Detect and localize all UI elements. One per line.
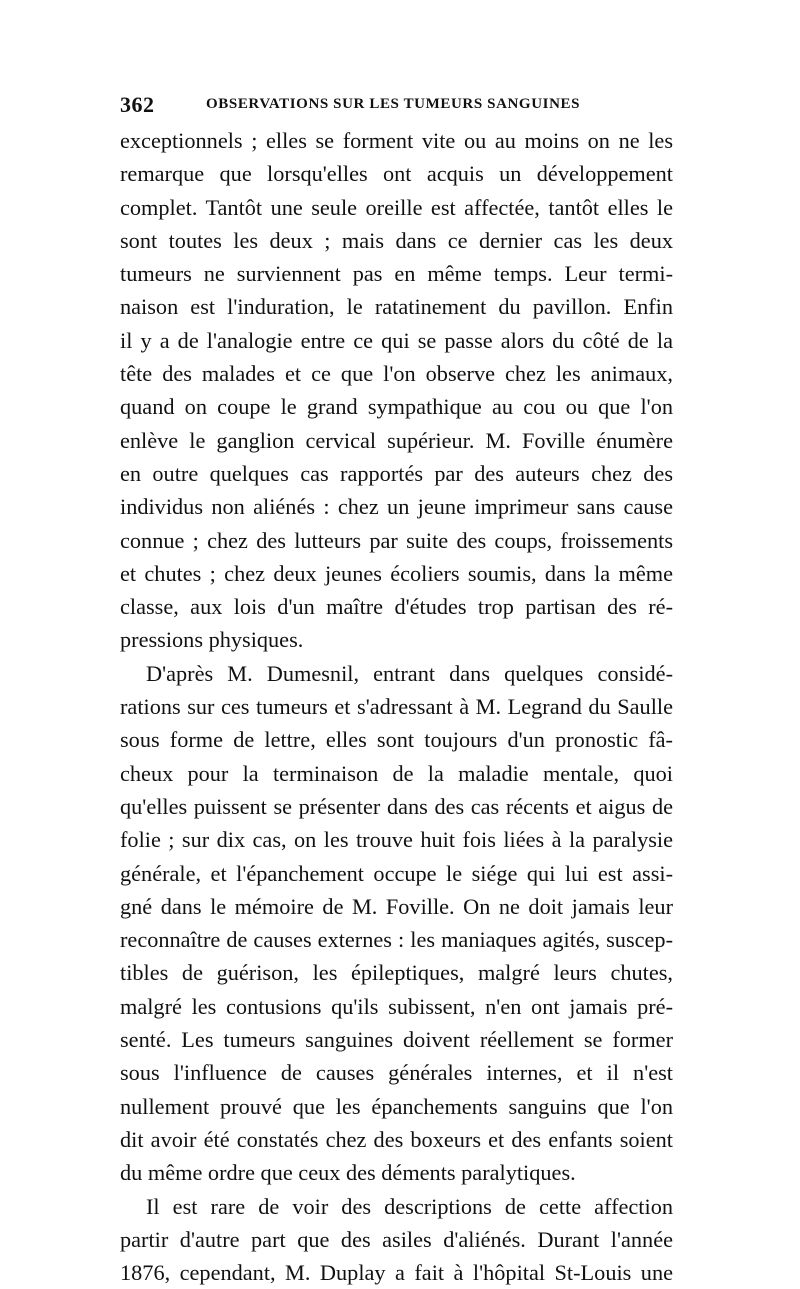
paragraph-start-line: Il est rare de voir des descriptions de cette affection bbox=[146, 1193, 673, 1219]
paragraph-end-line: pressions physiques. bbox=[120, 627, 304, 653]
text-line: remarque que lorsqu'elles ont acquis un développement bbox=[120, 161, 673, 187]
text-line: en outre quelques cas rapportés par des auteurs chez des bbox=[120, 460, 673, 486]
text-line: 1876, cependant, M. Duplay a fait à l'hôpital St-Louis une bbox=[120, 1260, 673, 1286]
text-line: partir d'autre part que des asiles d'aliénés. Durant l'année bbox=[120, 1226, 673, 1252]
text-line: enlève le ganglion cervical supérieur. M. Foville énumère bbox=[120, 427, 673, 453]
text-line: qu'elles puissent se présenter dans des cas récents et aigus de bbox=[120, 793, 673, 819]
text-line: naison est l'induration, le ratatinement du pavillon. Enfin bbox=[120, 294, 673, 320]
text-line: connue ; chez des lutteurs par suite des coups, froissements bbox=[120, 527, 673, 553]
text-line: classe, aux lois d'un maître d'études trop partisan des ré- bbox=[120, 594, 673, 620]
text-line: folie ; sur dix cas, on les trouve huit fois liées à la paralysie bbox=[120, 827, 673, 853]
text-line: senté. Les tumeurs sanguines doivent réellement se former bbox=[120, 1027, 673, 1053]
page-number: 362 bbox=[120, 92, 155, 117]
running-title: OBSERVATIONS SUR LES TUMEURS SANGUINES bbox=[206, 96, 581, 112]
body-text bbox=[120, 124, 673, 1289]
text-line: exceptionnels ; elles se forment vite ou au moins on ne les bbox=[120, 128, 673, 153]
text-line: sous l'influence de causes générales internes, et il n'est bbox=[120, 1060, 673, 1086]
text-line: il y a de l'analogie entre ce qui se passe alors du côté de la bbox=[120, 327, 673, 353]
paragraph-start-line: D'après M. Dumesnil, entrant dans quelques considé- bbox=[146, 660, 673, 686]
text-line: reconnaître de causes externes : les maniaques agités, suscep- bbox=[120, 927, 673, 953]
text-line: rations sur ces tumeurs et s'adressant à M. Legrand du Saulle bbox=[120, 694, 673, 720]
text-line: gné dans le mémoire de M. Foville. On ne doit jamais leur bbox=[120, 893, 673, 919]
text-line: individus non aliénés : chez un jeune imprimeur sans cause bbox=[120, 494, 673, 520]
text-line: tête des malades et ce que l'on observe chez les animaux, bbox=[120, 361, 673, 387]
text-line: tibles de guérison, les épileptiques, malgré leurs chutes, bbox=[120, 960, 673, 986]
text-line: malgré les contusions qu'ils subissent, n'en ont jamais pré- bbox=[120, 993, 673, 1019]
text-line: quand on coupe le grand sympathique au cou ou que l'on bbox=[120, 394, 673, 420]
text-line: générale, et l'épanchement occupe le siége qui lui est assi- bbox=[120, 860, 673, 886]
text-line: complet. Tantôt une seule oreille est affectée, tantôt elles le bbox=[120, 194, 673, 220]
text-line: tumeurs ne surviennent pas en même temps. Leur termi- bbox=[120, 261, 673, 287]
text-line: sous forme de lettre, elles sont toujours d'un pronostic fâ- bbox=[120, 727, 673, 753]
text-line: et chutes ; chez deux jeunes écoliers soumis, dans la même bbox=[120, 560, 673, 586]
text-line: sont toutes les deux ; mais dans ce dernier cas les deux bbox=[120, 227, 673, 253]
paragraph-end-line: du même ordre que ceux des déments paralytiques. bbox=[120, 1160, 576, 1186]
text-line: dit avoir été constatés chez des boxeurs et des enfants soient bbox=[120, 1126, 673, 1152]
running-head bbox=[120, 92, 680, 116]
text-line: cheux pour la terminaison de la maladie mentale, quoi bbox=[120, 760, 673, 786]
text-line: nullement prouvé que les épanchements sanguins que l'on bbox=[120, 1093, 673, 1119]
